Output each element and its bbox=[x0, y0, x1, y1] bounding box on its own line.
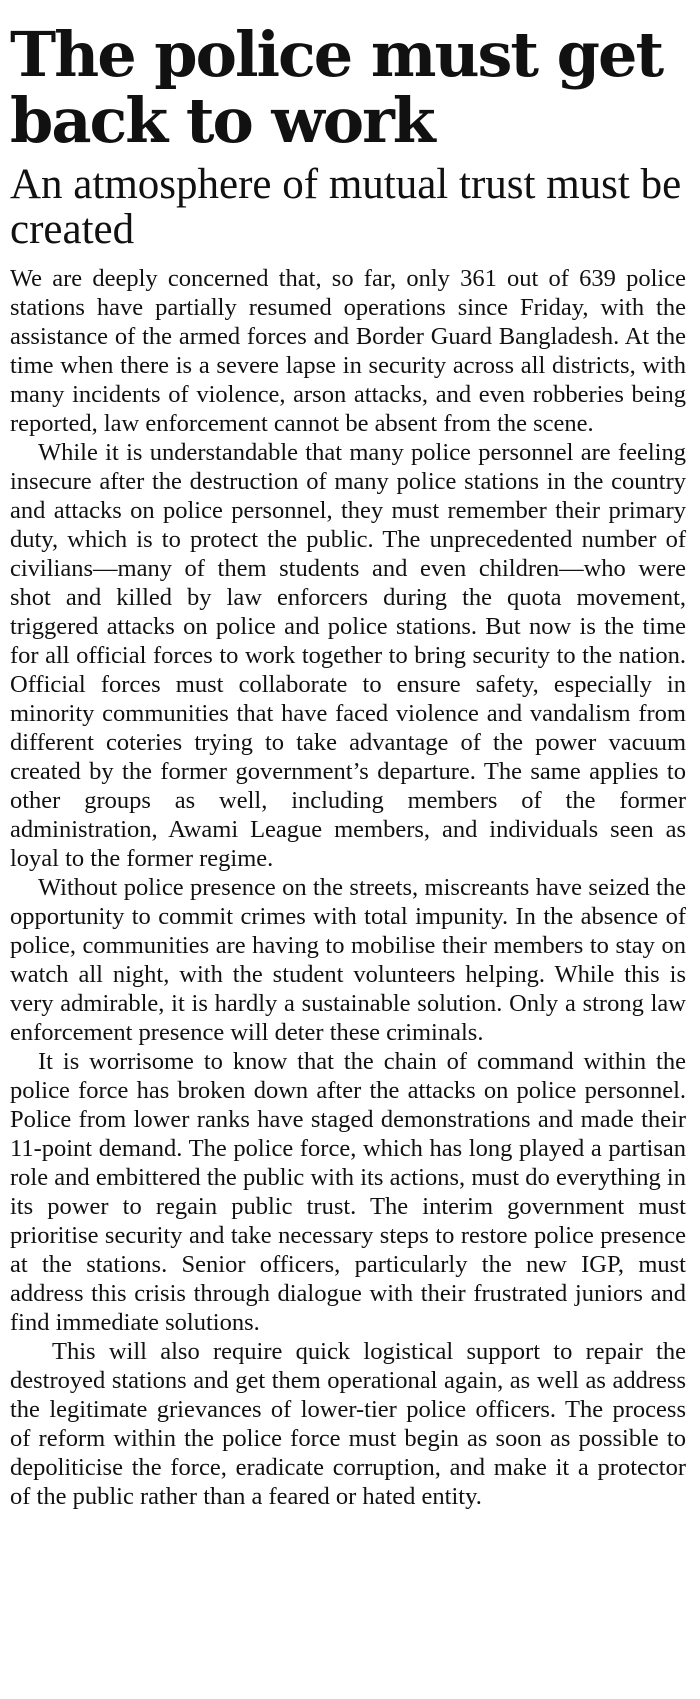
headline: The police must get back to work bbox=[10, 18, 663, 157]
paragraph-4: It is worrisome to know that the chain of command within the police force has broken down after the attacks on police personnel. Police from lower ranks have staged demonstrations and made their 11-point demand. The police force, which has long played a partisan role and embittered the public with its actions, must do everything in its power to regain public trust. The interim government must prioritise security and take necessary steps to restore police presence at the stations. Senior officers, particularly the new IGP, must address this crisis through dialogue with their frustrated juniors and find immediate solutions. bbox=[10, 1048, 686, 1336]
paragraph-5: This will also require quick logistical support to repair the destroyed stations and get them operational again, as well as address the legitimate grievances of lower-tier police officers. The process of reform within the police force must begin as soon as possible to depoliticise the force, eradicate corruption, and make it a protector of the public rather than a feared or hated entity. bbox=[10, 1338, 686, 1510]
editorial-article bbox=[10, 18, 686, 1511]
article-body bbox=[10, 264, 686, 1511]
paragraph-2: While it is understandable that many police personnel are feeling insecure after the destruction of many police stations in the country and attacks on police personnel, they must remember their primary duty, which is to protect the public. The unprecedented number of civilians—many of them students and even children—who were shot and killed by law enforcers during the quota movement, triggered attacks on police and police stations. But now is the time for all official forces to work together to bring security to the nation. Official forces must collaborate to ensure safety, especially in minority communities that have faced violence and vandalism from different coteries trying to take advantage of the power vacuum created by the former government’s departure. The same applies to other groups as well, including members of the former administration, Awami League members, and individuals seen as loyal to the former regime. bbox=[10, 439, 686, 872]
paragraph-1: We are deeply concerned that, so far, only 361 out of 639 police stations have partially resumed operations since Friday, with the assistance of the armed forces and Border Guard Bangladesh. At the time when there is a severe lapse in security across all districts, with many incidents of violence, arson attacks, and even robberies being reported, law enforcement cannot be absent from the scene. bbox=[10, 265, 686, 437]
subheadline: An atmosphere of mutual trust must be created bbox=[10, 161, 682, 253]
paragraph-3: Without police presence on the streets, miscreants have seized the opportunity to commit crimes with total impunity. In the absence of police, communities are having to mobilise their members to stay on watch all night, with the student volunteers helping. While this is very admirable, it is hardly a sustainable solution. Only a strong law enforcement presence will deter these criminals. bbox=[10, 874, 686, 1046]
